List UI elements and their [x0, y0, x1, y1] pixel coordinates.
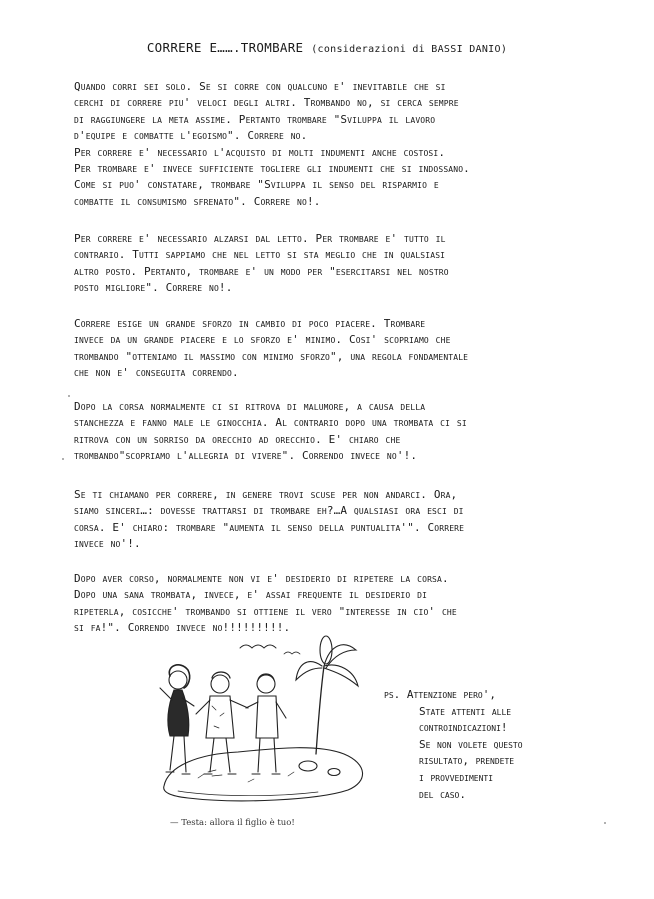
text-line: corsa. E' chiaro: trombare "aumenta il senso della puntualita'". Correre [74, 520, 465, 534]
title-subtitle: (considerazioni di BASSI DANIO) [311, 44, 508, 55]
scan-speck [604, 822, 606, 824]
postscript-note [384, 687, 574, 803]
text-line: Dopo aver corso, normalmente non vi e' desiderio di ripetere la corsa. [74, 572, 449, 585]
title-main: CORRERE E…….TROMBARE [146, 40, 304, 55]
scan-speck [62, 458, 64, 460]
text-line: ripeterla, cosicche' trombando si ottiene il vero "interesse in cio' che [74, 604, 457, 618]
text-line: combatte il consumismo sfrenato". Correre no!. [74, 194, 321, 208]
ps-line: ps. Attenzione pero', [384, 688, 496, 701]
text-line: trombando"scopriamo l'allegria di vivere". Correndo invece no'!. [74, 449, 418, 463]
paragraph-2 [74, 231, 614, 297]
text-line: cerchi di correre piu' veloci degli altri. Trombando no, si cerca sempre [74, 96, 459, 110]
text-line: trombando "otteniamo il massimo con minimo sforzo", una regola fondamentale [74, 349, 469, 363]
text-line: siamo sinceri…: dovesse trattarsi di trombare eh?…A qualsiasi ora esci di [74, 504, 464, 518]
paragraph-1 [74, 79, 614, 210]
text-line: stanchezza e fanno male le ginocchia. Al contrario dopo una trombata ci si [74, 416, 467, 430]
text-line: Correre esige un grande sforzo in cambio di poco piacere. Trombare [74, 317, 426, 330]
ps-line: State attenti alle [419, 704, 512, 718]
ps-line: i provvedimenti [419, 770, 494, 784]
text-line: d'equipe e combatte l'egoismo". Correre no. [74, 129, 308, 143]
text-line: Quando corri sei solo. Se si corre con qualcuno e' inevitabile che si [74, 80, 446, 93]
text-line: Dopo la corsa normalmente ci si ritrova di malumore, a causa della [74, 400, 426, 413]
ps-line: controindicazioni! [419, 721, 508, 735]
text-line: invece da un grande piacere e lo sforzo e' minimo. Cosi' scopriamo che [74, 333, 451, 347]
text-line: Come si puo' constatare, trombare "Sviluppa il senso del risparmio e [74, 178, 439, 192]
text-line: Dopo una sana trombata, invece, e' assai frequente il desiderio di [74, 588, 428, 602]
text-line: si fa!". Correndo invece no!!!!!!!!!. [74, 621, 291, 635]
text-line: ritrova con un sorriso da orecchio ad orecchio. E' chiaro che [74, 432, 401, 446]
ps-line: del caso. [419, 787, 466, 801]
paragraph-4 [74, 399, 614, 465]
document-title [0, 40, 654, 55]
scan-speck [68, 395, 70, 397]
text-line: invece no'!. [74, 537, 141, 551]
ps-line: risultato, prendete [419, 754, 515, 768]
paragraph-5 [74, 487, 614, 553]
paragraph-3 [74, 316, 614, 382]
text-line: di raggiungere la meta assime. Pertanto trombare "Sviluppa il lavoro [74, 112, 436, 126]
text-line: Per trombare e' invece sufficiente togliere gli indumenti che si indossano. [74, 162, 470, 176]
cartoon-caption: — Testa: allora il figlio è tuo! [170, 818, 295, 828]
text-line: contrario. Tutti sappiamo che nel letto si sta meglio che in qualsiasi [74, 248, 446, 262]
text-line: che non e' conseguita correndo. [74, 366, 239, 380]
text-line: Per correre e' necessario alzarsi dal letto. Per trombare e' tutto il [74, 232, 446, 245]
ps-line: Se non volete questo [419, 737, 523, 751]
text-line: Se ti chiamano per correre, in genere trovi scuse per non andarci. Ora, [74, 488, 458, 501]
text-line: posto migliore". Correre no!. [74, 281, 233, 295]
text-line: Per correre e' necessario l'acquisto di molti indumenti anche costosi. [74, 145, 446, 159]
island-cartoon-illustration [148, 626, 376, 806]
text-line: altro posto. Pertanto, trombare e' un modo per "esercitarsi nel nostro [74, 264, 449, 278]
